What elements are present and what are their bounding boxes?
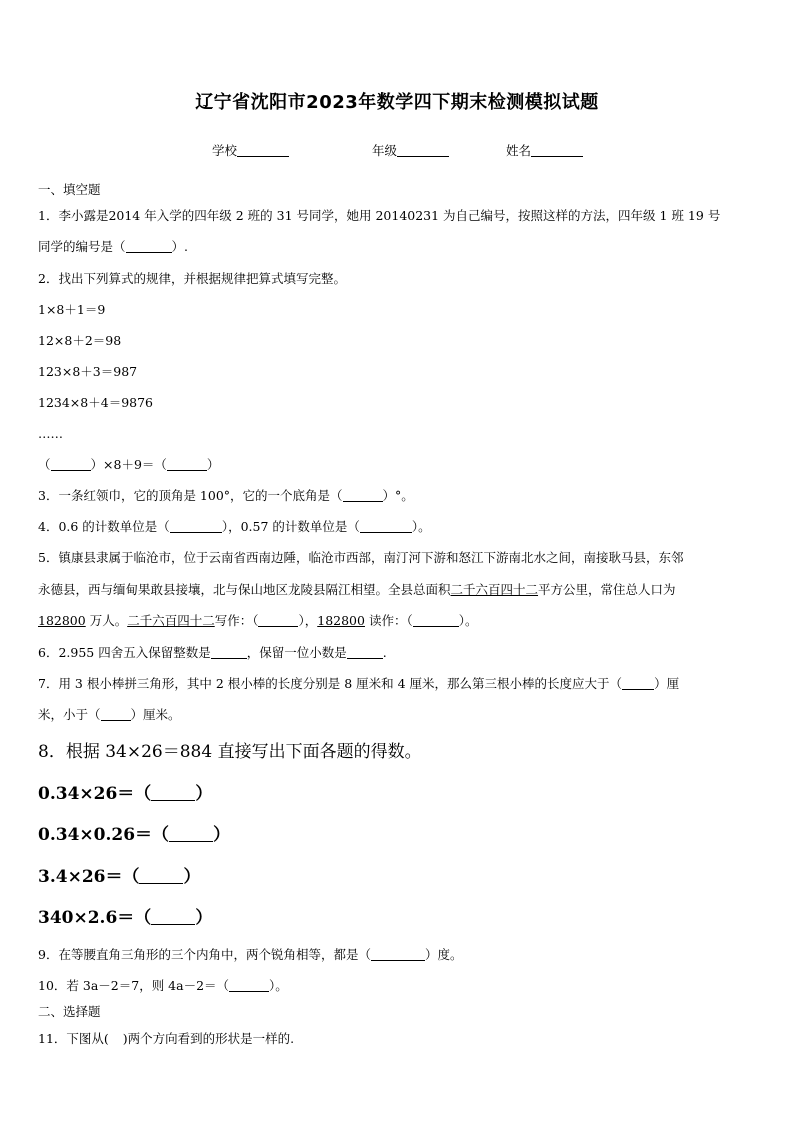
q8-e4: 340×2.6＝（ ） xyxy=(38,908,213,928)
q5-line3: 182800 万人。二千六百四十二写作：（ ），182800 读作：（ ）。 xyxy=(38,613,478,628)
q2-eq2: 12×8＋2＝98 xyxy=(38,333,122,348)
name-field xyxy=(506,141,583,159)
answer-blank[interactable] xyxy=(139,868,183,884)
answer-blank[interactable] xyxy=(229,979,269,992)
grade-field xyxy=(372,141,449,159)
school-blank[interactable] xyxy=(237,144,289,157)
answer-blank[interactable] xyxy=(169,826,213,842)
q1-line2: 同学的编号是（ ）. xyxy=(38,239,188,254)
q2-text: 2．找出下列算式的规律，并根据规律把算式填写完整。 xyxy=(38,271,346,286)
answer-blank[interactable] xyxy=(151,909,195,925)
grade-label: 年级 xyxy=(372,143,398,158)
q7-line1: 7．用 3 根小棒拼三角形，其中 2 根小棒的长度分别是 8 厘米和 4 厘米，那么第三根小棒的长度应大于（ ）厘 xyxy=(38,676,680,691)
school-field xyxy=(212,141,289,159)
school-label: 学校 xyxy=(212,143,238,158)
q2-eq3: 123×8＋3＝987 xyxy=(38,364,138,379)
page-title: 辽宁省沈阳市2023年数学四下期末检测模拟试题 xyxy=(195,92,599,113)
answer-blank[interactable] xyxy=(413,614,459,627)
q6: 6．2.955 四舍五入保留整数是 ，保留一位小数是 . xyxy=(38,645,387,660)
answer-blank[interactable] xyxy=(51,458,91,471)
q7-line2: 米，小于（ ）厘米。 xyxy=(38,707,181,722)
q3: 3．一条红领巾，它的顶角是 100°，它的一个底角是（ ）°。 xyxy=(38,488,414,503)
section-fill-blank: 一、填空题 xyxy=(38,182,101,197)
q10: 10．若 3a－2＝7，则 4a－2＝（ ）。 xyxy=(38,978,288,993)
answer-blank[interactable] xyxy=(151,785,195,801)
answer-blank[interactable] xyxy=(101,708,131,721)
answer-blank[interactable] xyxy=(622,677,654,690)
section-multiple-choice: 二、选择题 xyxy=(38,1004,101,1019)
answer-blank[interactable] xyxy=(170,520,222,533)
q8-e2: 0.34×0.26＝（ ） xyxy=(38,825,231,845)
answer-blank[interactable] xyxy=(258,614,298,627)
q2-eq4: 1234×8＋4＝9876 xyxy=(38,395,154,410)
q2-eq1: 1×8＋1＝9 xyxy=(38,302,106,317)
name-label: 姓名 xyxy=(506,143,532,158)
answer-blank[interactable] xyxy=(167,458,207,471)
q5-line1: 5．镇康县隶属于临沧市，位于云南省西南边陲，临沧市西部，南汀河下游和怒江下游南北水之间，南接耿马县，东邻 xyxy=(38,550,684,565)
q2-dots: …… xyxy=(38,426,63,441)
name-blank[interactable] xyxy=(531,144,583,157)
answer-blank[interactable] xyxy=(371,948,425,961)
q4: 4．0.6 的计数单位是（ ），0.57 的计数单位是（ ）。 xyxy=(38,519,431,534)
q8-e3: 3.4×26＝（ ） xyxy=(38,867,201,887)
grade-blank[interactable] xyxy=(397,144,449,157)
answer-blank[interactable] xyxy=(126,240,172,253)
q8-head: 8．根据 34×26＝884 直接写出下面各题的得数。 xyxy=(38,742,422,762)
q2-tail: （ ）×8＋9＝（ ） xyxy=(38,457,220,472)
answer-blank[interactable] xyxy=(211,646,247,659)
answer-blank[interactable] xyxy=(343,489,383,502)
q11: 11．下图从( )两个方向看到的形状是一样的. xyxy=(38,1031,295,1046)
q1-line1: 1．李小露是2014 年入学的四年级 2 班的 31 号同学，她用 20140231 为自己编号，按照这样的方法，四年级 1 班 19 号 xyxy=(38,208,721,223)
q8-e1: 0.34×26＝（ ） xyxy=(38,784,213,804)
answer-blank[interactable] xyxy=(347,646,383,659)
q5-line2: 永德县，西与缅甸果敢县接壤，北与保山地区龙陵县隔江相望。全县总面积二千六百四十二平方公里，常住总人口为 xyxy=(38,582,676,597)
q9: 9．在等腰直角三角形的三个内角中，两个锐角相等，都是（ ）度。 xyxy=(38,947,463,962)
answer-blank[interactable] xyxy=(360,520,412,533)
